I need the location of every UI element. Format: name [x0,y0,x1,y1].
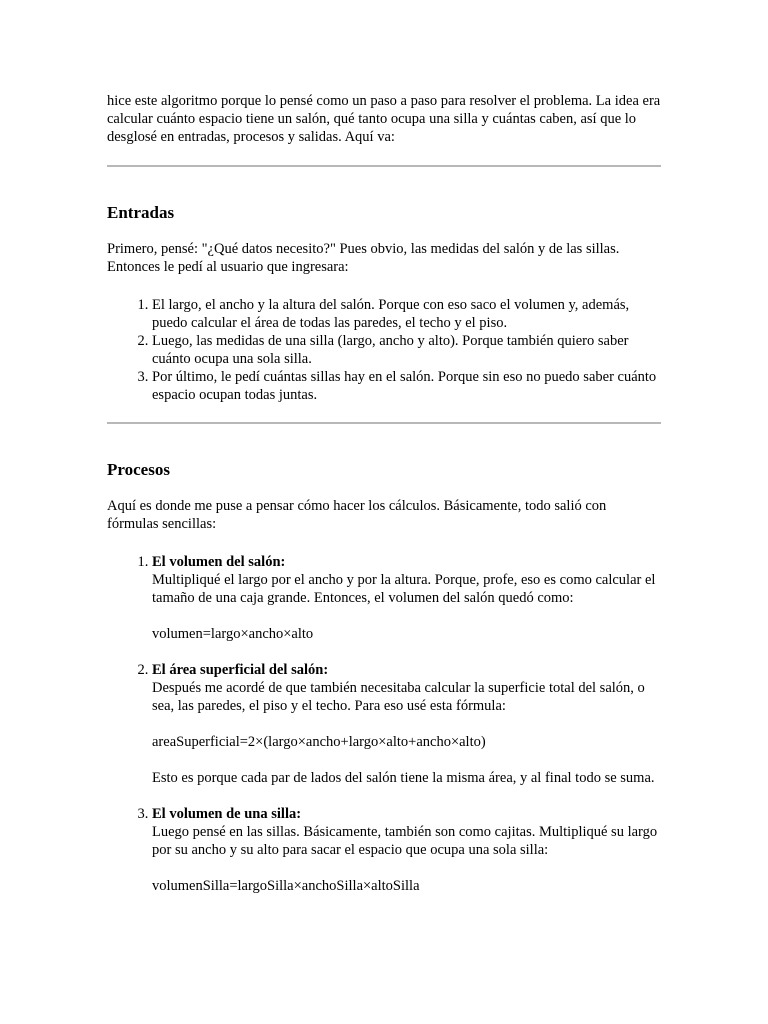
formula: volumenSilla=largoSilla×anchoSilla×altoSilla [152,878,420,894]
intro-paragraph: hice este algoritmo porque lo pensé como un paso a paso para resolver el problema. La idea era calcular cuánto espacio tiene un salón, qué tanto ocupa una silla y cuántas caben, así que lo desglosé en entradas, procesos y salidas. Aquí va: [107,93,661,145]
entradas-paragraph: Primero, pensé: "¿Qué datos necesito?" Pues obvio, las medidas del salón y de las sillas. Entonces le pedí al usuario que ingresara: [107,241,620,275]
entradas-heading: Entradas [107,203,175,222]
item-note: Esto es porque cada par de lados del salón tiene la misma área, y al final todo se suma. [152,770,655,786]
list-item: 2. Luego, las medidas de una silla (largo, ancho y alto). Porque también quiero saber cuánto ocupa una sola silla. [152,332,661,368]
item-title: El área superficial del salón: [152,662,329,678]
section-divider [107,422,661,424]
item-text: Después me acordé de que también necesitaba calcular la superficie total del salón, o sea, las paredes, el piso y el techo. Para eso usé esta fórmula: [152,680,645,714]
section-divider [107,165,661,167]
list-item [152,805,661,895]
list-item [152,553,661,643]
item-title: El volumen del salón: [152,554,286,570]
formula: volumen=largo×ancho×alto [152,626,314,642]
item-text: Luego pensé en las sillas. Básicamente, también son como cajitas. Multipliqué su largo por su ancho y su alto para sacar el espacio que ocupa una sola silla: [152,824,658,858]
procesos-heading: Procesos [107,460,170,479]
entradas-list [107,296,661,404]
list-item: 3. Por último, le pedí cuántas sillas hay en el salón. Porque sin eso no puedo saber cuánto espacio ocupan todas juntas. [152,368,661,404]
procesos-paragraph: Aquí es donde me puse a pensar cómo hacer los cálculos. Básicamente, todo salió con fórmulas sencillas: [107,498,607,532]
item-title: El volumen de una silla: [152,806,302,822]
list-item [152,661,661,787]
item-text: Multipliqué el largo por el ancho y por la altura. Porque, profe, eso es como calcular el tamaño de una caja grande. Entonces, el volumen del salón quedó como: [152,572,656,606]
procesos-list [107,553,661,895]
list-item: 1. El largo, el ancho y la altura del salón. Porque con eso saco el volumen y, además, puedo calcular el área de todas las paredes, el techo y el piso. [152,296,661,332]
formula: areaSuperficial=2×(largo×ancho+largo×alto+ancho×alto) [152,734,486,750]
